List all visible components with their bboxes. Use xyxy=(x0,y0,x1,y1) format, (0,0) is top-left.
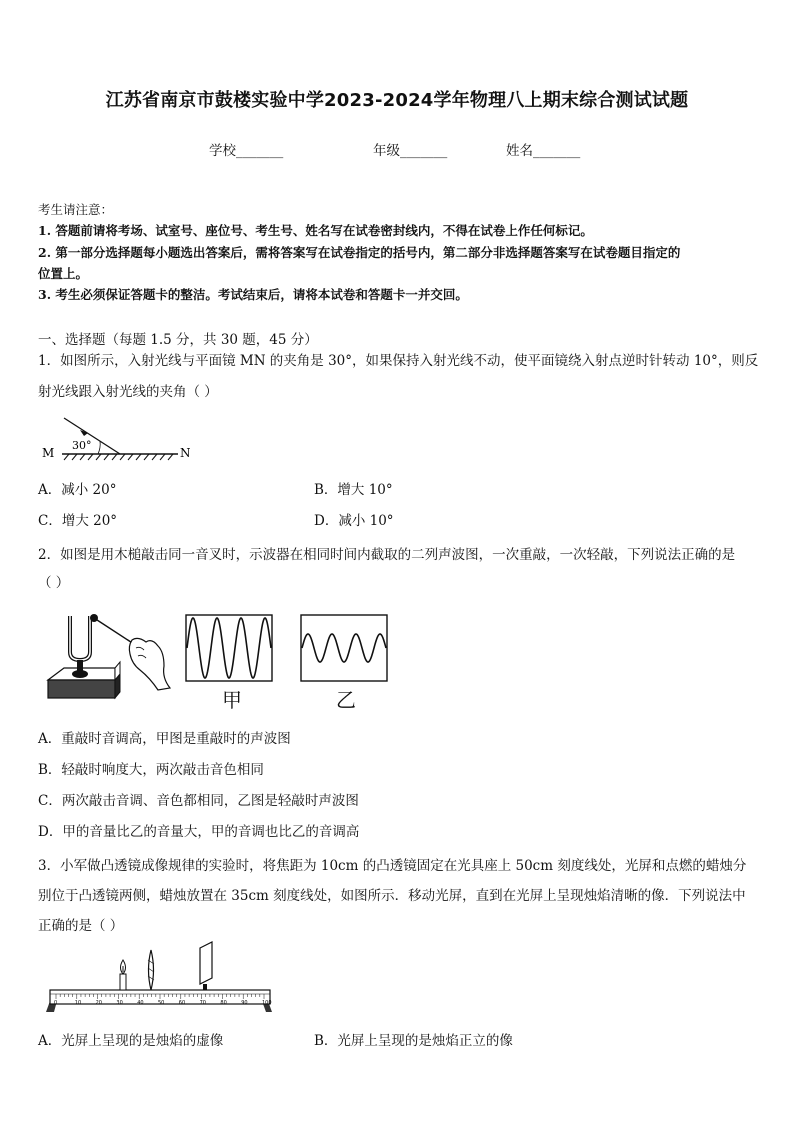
q3-line1: 3．小军做凸透镜成像规律的实验时，将焦距为 10cm 的凸透镜固定在光具座上 50cm 刻度线处，光屏和点燃的蜡烛分 xyxy=(38,858,747,874)
ruler-tick-label: 60 xyxy=(178,1000,186,1006)
label-jia: 甲 xyxy=(222,688,242,712)
waveform-jia xyxy=(185,614,275,684)
ruler-tick-label: 0 xyxy=(54,1000,58,1006)
q1-n-label: N xyxy=(180,446,191,460)
notice-item-2: 2. 第一部分选择题每小题选出答案后，需将答案写在试卷指定的括号内，第二部分非选择题答案写在试卷题目指定的 xyxy=(38,245,681,260)
q2-line2: （ ） xyxy=(38,575,70,591)
q1-option-c: C．增大 20° xyxy=(38,513,118,529)
q3-line2: 别位于凸透镜两侧，蜡烛放置在 35cm 刻度线处，如图所示．移动光屏，直到在光屏上呈现烛焰清晰的像．下列说法中 xyxy=(38,888,746,904)
ruler-tick-label: 100 xyxy=(262,1000,272,1006)
optical-bench-figure xyxy=(40,938,280,1018)
grade-field: 年级_______ xyxy=(373,143,448,159)
notice-heading: 考生请注意： xyxy=(38,202,114,217)
notice-item-2-cont: 位置上。 xyxy=(38,266,89,281)
q2-option-b: B．轻敲时响度大，两次敲击音色相同 xyxy=(38,762,264,778)
school-field: 学校_______ xyxy=(209,143,284,159)
ruler-tick-label: 80 xyxy=(220,1000,227,1006)
q1-mirror-figure xyxy=(38,410,198,462)
ruler-tick-label: 70 xyxy=(199,1000,206,1006)
tuning-fork-figure xyxy=(40,608,175,704)
q2-option-d: D．甲的音量比乙的音量大，甲的音调也比乙的音调高 xyxy=(38,824,360,840)
q1-option-d: D．减小 10° xyxy=(314,513,394,529)
q1-line2: 射光线跟入射光线的夹角（ ） xyxy=(38,384,218,400)
ruler-tick-label: 30 xyxy=(116,1000,123,1006)
ruler-tick-label: 20 xyxy=(95,1000,102,1006)
ruler-tick-label: 10 xyxy=(74,1000,82,1006)
q3-option-b: B．光屏上呈现的是烛焰正立的像 xyxy=(314,1033,513,1049)
q1-angle-label: 30° xyxy=(72,439,92,452)
label-yi: 乙 xyxy=(336,688,356,712)
q1-m-label: M xyxy=(42,446,55,460)
ruler-tick-label: 50 xyxy=(158,1000,165,1006)
q2-line1: 2．如图是用木槌敲击同一音叉时，示波器在相同时间内截取的二列声波图，一次重敲，一次轻敲，下列说法正确的是 xyxy=(38,547,736,563)
notice-item-3: 3. 考生必须保证答题卡的整洁。考试结束后，请将本试卷和答题卡一并交回。 xyxy=(38,287,468,302)
section-heading: 一、选择题（每题 1.5 分，共 30 题，45 分） xyxy=(38,332,318,348)
name-field: 姓名_______ xyxy=(506,143,581,159)
waveform-yi xyxy=(300,614,390,684)
q2-option-c: C．两次敲击音调、音色都相同，乙图是轻敲时声波图 xyxy=(38,793,359,809)
q1-line1: 1．如图所示，入射光线与平面镜 MN 的夹角是 30°，如果保持入射光线不动，使平面镜绕入射点逆时针转动 10°，则反 xyxy=(38,353,759,369)
q1-option-b: B．增大 10° xyxy=(314,482,393,498)
notice-item-1: 1. 答题前请将考场、试室号、座位号、考生号、姓名写在试卷密封线内，不得在试卷上作任何标记。 xyxy=(38,223,593,238)
page-title: 江苏省南京市鼓楼实验中学2023-2024学年物理八上期末综合测试试题 xyxy=(105,90,689,111)
q3-line3: 正确的是（ ） xyxy=(38,918,124,934)
q1-option-a: A．减小 20° xyxy=(38,482,117,498)
ruler-tick-label: 90 xyxy=(241,1000,248,1006)
ruler-tick-label: 40 xyxy=(137,1000,144,1006)
q3-option-a: A．光屏上呈现的是烛焰的虚像 xyxy=(38,1033,224,1049)
q2-option-a: A．重敲时音调高，甲图是重敲时的声波图 xyxy=(38,731,291,747)
